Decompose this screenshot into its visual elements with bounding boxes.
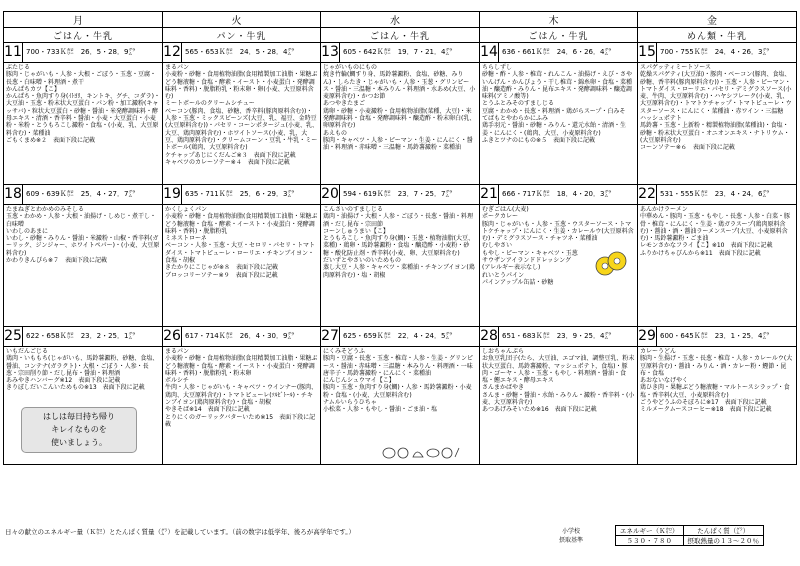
vegetables-icon [381,445,461,459]
day-cell [480,43,638,185]
dish-ingredients: いわし・砂糖・みりん・醤油・米澱粉・山椒・香辛料(ガーリック、ジンジャー、ホワイトペパー)・(小麦、大豆原料含む) [6,235,160,257]
dish [323,130,477,152]
dish [6,206,160,228]
date-number: 12 [163,44,181,60]
dish-name: まるパン [165,64,190,71]
dish [6,137,160,144]
tip-line: キレイなものを [51,425,107,434]
date-number: 13 [321,44,339,60]
dish [482,137,635,144]
standard-label-bottom: 摂取基準 [559,537,584,544]
dish [6,64,160,86]
energy-head: エネルギー（Ｋ㌍） [616,526,684,536]
dish-ingredients: 豆腐・わかめ・長葱・料理酒・鶏がらスープ・白みそ [482,107,626,115]
day-cell [163,185,321,327]
nutrition-values: 622・658Ｋ㌍ 23．2・25．1㌘ [26,332,136,340]
staple-tue: パン・牛乳 [163,28,321,43]
nutrition-values: 609・639Ｋ㌍ 25．4・27．7㌘ [26,190,136,198]
staple-fri: めん類・牛乳 [638,28,797,43]
dish-name: サウザンアイランドドレッシング [482,257,572,265]
day-cell [4,43,163,185]
dish-name: にくみそどうふ [323,348,366,355]
pineapple-icon [593,249,629,279]
dish-ingredients: 豚肉・じゃがいも・人参・玉葱・ウスターソース・トマトケチャップ・にんにく・生姜・カレールウ(大豆原料含む)・デミグラスソース・チャツネ・菜種油 [482,220,634,243]
dish-ingredients: 砂糖・酢・人参・椎茸・れんこん・油揚げ・えび・さやいんげん・かんぴょう・干し椎茸・錦糸卵・食塩・菜種油・醸造酢・みりん・昆布エキス・発酵調味料・醸造調味料(アミノ酸等) [482,71,633,101]
date-number: 20 [321,186,339,202]
dish-name: ミルメークムースコーヒー※18 表面下段に記載 [640,406,772,414]
dish-name: むしやさい [482,242,513,250]
dish-ingredients: 鶏卵・砂糖・小麦澱粉・食用植物油脂(菜種、大豆)・米発酵調味料・食塩・発酵調味料・醸造酢・粉末卵白(乳、卵原料含む) [323,107,476,130]
dish-ingredients: 蒸し大豆・人参・キャベツ・菜種油・チキンブイヨン(鶏肉原料含む)・塩・胡椒 [323,264,475,279]
dish-list [321,205,479,280]
dish-list [163,63,320,167]
nutrition-values: 565・653Ｋ㌍ 24．5・28．4㌘ [185,48,295,56]
dish-ingredients: 鶏肉・油揚げ・大根・人参・ごぼう・長葱・醤油・料理酒・だし昆布・宗田節 [323,213,474,228]
dish-name: とうふとみそのすましじる [482,100,555,108]
dish-name: じゃがいものにもの [323,64,378,71]
dish-name: しおちゃんぷら [482,348,525,355]
dish [165,406,318,413]
dish-name: こんさいのすましじる [323,206,384,213]
dish-ingredients: もやし・ピーマン・キャベツ・玉葱 [482,249,578,257]
dish [640,206,794,242]
dish-ingredients: 馬鈴薯・玉葱・上新粉・精製植物油脂(菜種油)・食塩・砂糖・粉末状大豆蛋白・オニオンエキス・ナトリウム・(大豆原料含む) [640,122,790,144]
date-number: 26 [163,328,181,344]
dish-name: ケチャップあじにくだんご※３ 表面下段に記載 [165,151,296,159]
day-cell [4,185,163,327]
dish-list [638,205,796,258]
day-cell [321,185,480,327]
dish [165,64,318,100]
date-number: 27 [321,328,339,344]
day-cell [163,43,321,185]
weekday-tue: 火 [163,12,321,28]
dish [640,115,794,144]
dish [482,100,635,115]
dish-ingredients: 豚肉・豆腐・長葱・玉葱・椎茸・人参・生姜・グリンピース・醤油・赤味噌・三温糖・本みりん・料理酒・一味唐辛子・馬鈴薯澱粉・にんにく・菜種油 [323,355,474,377]
dish [6,86,160,137]
dish-name: ふりかけちゃびんから※11 表面下段に記載 [640,249,761,257]
dish [640,377,794,399]
dish-name: さんまかばやき [482,384,525,392]
dish-ingredients: さんま・砂糖・醤油・水飴・みりん・澱粉・香辛料・(小麦、大豆原料含む) [482,391,635,407]
menu-table [3,11,797,465]
dish-list [4,205,162,265]
dish-name: ごもくまめ※２ 表面下段に記載 [6,136,96,144]
dish-ingredients: ベーコン・人参・玉葱・大豆・セロリ・パセリ・トマトダイス・トマトピューレ・ローリエ・チキンブイヨン・食塩・胡椒 [165,242,316,265]
dish-list [4,63,162,145]
nutrition-values: 700・733Ｋ㌍ 26．5・28．9㌘ [26,48,136,56]
dish-name: スパゲッティミートソース [640,64,711,71]
dish [165,159,318,166]
dish [6,348,160,377]
dish-ingredients: お魚豆乳団子(たら、大豆油、エゴマ油、調整豆乳、粉末状大豆蛋白、馬鈴薯澱粉、マッシュポテト、食塩)・豚肉・ゴーヤ・人参・玉葱・もやし・料理酒・醤油・食塩・鰹エキス・酵母エキス [482,355,635,385]
dish-ingredients: 豚肉・じゃがいも・人参・大根・ごぼう・玉葱・豆腐・長葱・白味噌・料理酒・煮干 [6,71,157,86]
dish-name: ハッシュポテト [640,115,682,123]
dish [640,144,794,151]
date-number: 25 [4,328,22,344]
date-number: 29 [638,328,656,344]
dish-name: あみやきハンバーグ※12 表面下段に記載 [6,377,121,385]
day-cell [321,327,480,465]
dish-name: いわしのあまに [6,227,49,235]
dish [165,348,318,377]
standard-label-top: 小学校 [562,528,581,535]
dish [640,348,794,377]
dish-ingredients: 小松菜・人参・もやし・醤油・ごま油・塩 [323,406,438,414]
dish-ingredients: パインアップル缶詰・砂糖 [482,278,554,286]
nutrition-values: 600・645Ｋ㌍ 23．1・25．4㌘ [660,332,770,340]
dish [323,399,477,414]
staple-mon: ごはん・牛乳 [4,28,163,43]
chopsticks-reminder [21,407,137,453]
dish-name: コーンしゅうまい【こ】 [323,227,389,235]
dish-ingredients: 豚肉・玉葱・魚肉すり身(鯛)・人参・馬鈴薯澱粉・小麦粉・食塩・(小麦、大豆原料含む) [323,384,472,399]
staple-wed: ごはん・牛乳 [321,28,480,43]
dish [165,206,318,235]
dish [165,152,318,159]
dish-list [480,63,637,145]
dish-name: ミートボールのクリームシチュー [165,100,255,108]
date-number: 22 [638,186,656,202]
dish-name: ポークカレー [482,213,519,221]
dish-name: きりぼしだいこんいためもの※13 表面下段に記載 [6,384,145,392]
dish-list [321,63,479,153]
dish-ingredients: 乾燥スパゲティ(大豆油)・豚肉・ベーコン(豚肉、食塩、砂糖、香辛料(豚肉原料含む))・玉葱・人参・ピーマン・トマトダイス・ローリエ・パセリ・デミグラスソース(小麦、牛肉、大豆原料含む)・ハヤシフレーク(小麦、乳、大豆原料含む)・トマトケチャップ・トマトピューレ・ウスターソース・にんにく・菜種油・赤ワイン・三温糖 [640,71,792,115]
dish-name: ナムルいらうひちゃ [323,399,377,407]
dish-list [638,347,796,415]
dish [165,272,318,279]
dish-name: かくしょくパン [165,206,208,213]
dish [640,406,794,413]
day-cell [321,43,480,185]
dish-list [321,347,479,415]
staple-thu: ごはん・牛乳 [480,28,638,43]
dish-ingredients: 鶏ひき肉・果糖ぶどう糖液糖・マルトースシラップ・食塩・香辛料(大豆、小麦原料含む) [640,384,790,399]
dish-list [163,347,320,429]
dish [482,213,635,242]
nutrition-values: 531・555Ｋ㌍ 23．4・24．6㌘ [660,190,770,198]
dish-name: かわりきんぴら※７ 表面下段に記載 [6,257,108,265]
day-cell [638,43,797,185]
protein-value: 摂取熱量の１３～２０％ [683,536,764,546]
dish-name: やきそば※14 表面下段に記載 [165,406,250,414]
dish-name: カレーうどん [640,348,677,355]
standard-label [559,527,583,545]
dish-ingredients: 小麦粉・砂糖・食用植物油脂(食用精製加工油脂・果糖ぶどう糖液糖・食塩・酵素・イースト・小麦蛋白・発酵調味料・香料)・脱脂粉乳 [165,213,318,235]
dish-name: コーンソテー※６ 表面下段に記載 [640,144,735,152]
dish-name: れいとうパイン [482,271,525,279]
dish [323,64,477,100]
day-cell [4,327,163,465]
date-number: 14 [480,44,498,60]
dish [165,414,318,429]
day-cell [638,185,797,327]
dish-name: ボルシチ [165,377,189,385]
standard-table [615,525,764,546]
footnote: 日々の献立のエネルギー量（Ｋ㌍）とたんぱく質量（㌘）を記載しています。（前の数字は低学年、後ろが高学年です。） [5,528,355,536]
nutrition-values: 605・642Ｋ㌍ 19．7・21．4㌘ [343,48,453,56]
tip-line: はしは毎日持ち帰り [43,412,115,421]
dish-name: てばもとやわらかにふみ [482,115,549,123]
dish-name: ごうやどうふのそぼろに※17 表面下段に記載 [640,399,767,407]
dish-list [638,63,796,153]
dish [640,64,794,115]
dish [323,377,477,399]
dish-ingredients: 玉葱・わかめ・人参・大根・油揚げ・しめじ・煮干し・白味噌 [6,213,157,228]
dish-list [4,347,162,393]
dish-name: あおないなげやく [640,377,689,385]
dish-name: にんじんシュウマイ【こ】 [323,377,395,385]
energy-value: ５３０・７８０ [616,536,684,546]
menu-body [4,43,797,465]
dish [323,228,477,257]
footer [3,525,796,561]
week-row [4,43,797,185]
day-cell [480,327,638,465]
dish-name: ブロッコリーソテー※９ 表面下段に記載 [165,271,278,279]
dish [165,235,318,264]
week-row [4,185,797,327]
dish [6,228,160,257]
date-number: 11 [4,44,22,60]
weekday-header-row [4,12,797,28]
week-row [4,327,797,465]
dish-name: いもだんごじる [6,348,49,355]
nutrition-values: 625・659Ｋ㌍ 22．4・24．5㌘ [343,332,453,340]
day-cell [163,327,321,465]
nutrition-values: 651・683Ｋ㌍ 23．9・25．4㌘ [502,332,612,340]
dish-name: だいずとやさいのいためもの [323,257,402,265]
weekday-thu: 木 [480,12,638,28]
dish [323,257,477,279]
weekday-fri: 金 [638,12,797,28]
dish-name: かんぱちカツ【こ】 [6,85,61,93]
dish-ingredients: かんぱち・魚肉すり身(ｲﾄﾖﾘ、キントキ、グチ、コダラ)・大豆油・玉葱・粉末状大豆蛋白・パン粉・加工澱粉(キャッサバ)・粒状大豆蛋白・砂糖・醤油・米発酵調味料・酵母エキス・清酒・香辛料・醤油・小麦・大豆蛋白・小麦粉・米粉・とうもろこし澱粉・食塩・(小麦、乳、大豆原料含む)・菜種油 [6,93,160,137]
day-cell [638,327,797,465]
dish-ingredients: (アレルギー表示なし) [482,264,541,272]
dish [482,348,635,384]
dish-name: ミネストローネ [165,235,207,243]
dish-name: あんかけラーメン [640,206,688,213]
dish-name: むぎごはん(大麦) [482,206,529,213]
protein-head: たんぱく質（㌘） [683,526,764,536]
dish [6,257,160,264]
date-number: 19 [163,186,181,202]
weekday-wed: 水 [321,12,480,28]
dish [482,115,635,137]
dish-ingredients: 豚肉・キャベツ・人参・ピーマン・生姜・にんにく・醤油・料理酒・赤味噌・三温糖・馬鈴薯澱粉・菜種油 [323,136,473,152]
dish-name: きたかりにこじゃが※８ 表面下段に記載 [165,264,279,272]
dish-list [163,205,320,280]
nutrition-values: 666・717Ｋ㌍ 18．4・20．3㌘ [502,190,612,198]
dish-ingredients: 豚肉・生揚げ・玉葱・長葱・椎茸・人参・カレールウ(大豆原料含む)・醤油・みりん・酒・カレー粉・鰹節・昆布・食塩 [640,355,793,377]
dish-ingredients: 牛肉・人参・じゃがいも・キャベツ・ウインナー(豚肉、鶏肉、大豆原料含む)・トマトピューレ(ｿﾙﾋﾞﾄｰﾙ)・チキンブイヨン(鶏肉原料含む)・食塩・胡椒 [165,384,318,407]
dish [640,250,794,257]
dish-ingredients: 中華めん・豚肉・玉葱・もやし・長葱・人参・白菜・豚骨・椎茸・にんにく・生姜・鶏ガラスープ(鶏肉原料含む)・醤油・酒・醤油ラーメンスープ(大豆、小麦原料含む)・馬鈴薯澱粉・ごま油 [640,213,791,243]
dish-name: まるパン [165,348,190,355]
date-number: 18 [4,186,22,202]
dish [323,348,477,377]
dish [323,100,477,129]
date-number: 15 [638,44,656,60]
dish-name: とりにくのガーリックバターいため※15 表面下段に記載 [165,413,316,428]
dish-ingredients: とうもろこし・魚肉すり身(鯛)・玉葱・植物油脂(大豆、菜種)・鶏卵・馬鈴薯澱粉・食塩・醸造酢・小麦粉・砂糖・酸化防止剤・香辛料(小麦、卵、大豆原料含む) [323,235,475,257]
dish-ingredients: 焼き竹輪(鯛すり身、馬鈴薯澱粉、食塩、砂糖、みりん)・しらたき・じゃがいも・人参・玉葱・グリンピース・醤油・三温糖・本みりん・料理酒・水あめ(大豆、小麦原料含む)・かつお節 [323,71,476,101]
dish-list [480,347,637,415]
dish-ingredients: 小麦粉・砂糖・食用植物油脂(食用精製加工油脂・果糖ぶどう糖液糖・食塩・酵素・イースト・小麦蛋白・発酵調味料・香料)・脱脂粉乳・粉末卵・卵(小麦、大豆原料含む) [165,71,318,101]
dish-name: あえもの [323,129,348,137]
dish [482,64,635,100]
nutrition-values: 594・619Ｋ㌍ 23．7・25．7㌘ [343,190,453,198]
dish [165,100,318,151]
dish-name: あつやきたまご [323,100,366,108]
weekday-mon: 月 [4,12,163,28]
dish-ingredients: 鶏肉・いももち(じゃがいも、馬鈴薯澱粉、砂糖、食塩、醤油、コンテナ(ガラクト)・大根・ごぼう・人参・長葱・宗田削り節・だし昆布・醤油・料理酒 [6,355,159,377]
nutrition-values: 636・661Ｋ㌍ 24．6・26．4㌘ [502,48,612,56]
dish-ingredients: 鶏手羽元・醤油・砂糖・みりん・還元水飴・清酒・生姜・にんにく・(鶏肉、大豆、小麦原料含む) [482,122,627,137]
day-cell [480,185,638,327]
dish [640,242,794,249]
dish-name: あつあげみそいため※16 表面下段に記載 [482,406,597,414]
nutrition-values: 617・714Ｋ㌍ 26．4・30．9㌘ [185,332,295,340]
dish-name: たまねぎとわかめのみそしる [6,206,85,213]
tip-line: 使いましょう。 [51,438,107,447]
dish [165,264,318,271]
dish-name: キャベツのカレーソテー※４ 表面下段に記載 [165,158,290,166]
dish [482,384,635,406]
date-number: 21 [480,186,498,202]
dish-name: レモンさかなフライ【こ】※10 表面下段に記載 [640,242,773,250]
dish-name: ぶたじる [6,64,31,71]
nutrition-values: 635・711Ｋ㌍ 25．6・29．3㌘ [185,190,295,198]
dish [323,206,477,228]
nutrition-values: 700・755Ｋ㌍ 24．4・26．3㌘ [660,48,770,56]
dish-ingredients: 小麦粉・砂糖・食用植物油脂(食用精製加工油脂・果糖ぶどう糖液糖・食塩・酵素・イースト・小麦蛋白・発酵調味料・香料)・脱脂粉乳・粉末卵 [165,355,318,377]
dish-name: ふきとツナのにもの※５ 表面下段に記載 [482,136,596,144]
date-number: 28 [480,328,498,344]
dish [482,206,635,213]
dish [165,377,318,406]
dish [6,384,160,391]
staple-header-row [4,28,797,43]
dish-name: ちらしずし [482,64,513,71]
dish-ingredients: ベーコン(豚肉、食塩、砂糖、香辛料(豚肉原料含む))・人参・玉葱・ミックスビーンズ(大豆、乳、福豆、金時豆(大豆原料含む))・パセリ・コーンポタージュ(小麦、乳、大豆、鶏肉原料含む)・ホワイトソース(小麦、乳、大豆、鶏肉原料含む)・クリームコーン・豆乳・牛乳・ミートボール(鶏肉、大豆原料含む) [165,107,319,152]
dish [482,406,635,413]
